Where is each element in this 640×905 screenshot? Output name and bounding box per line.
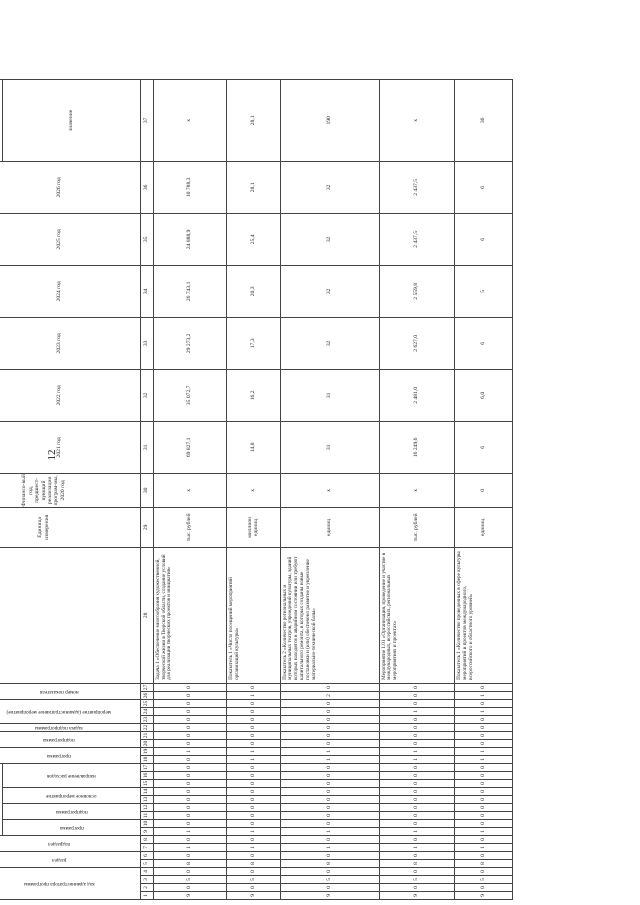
code-cell: 8 bbox=[379, 860, 454, 868]
header-name bbox=[0, 547, 140, 683]
code-cell: 1 bbox=[153, 844, 226, 852]
code-cell: 0 bbox=[153, 804, 226, 812]
code-cell: 0 bbox=[454, 763, 512, 771]
code-cell: 5 bbox=[226, 876, 280, 884]
code-cell: 1 bbox=[454, 691, 512, 699]
code-cell: 0 bbox=[379, 731, 454, 739]
code-cell: 0 bbox=[153, 723, 226, 731]
code-cell: 5 bbox=[454, 876, 512, 884]
code-cell: 0 bbox=[226, 715, 280, 723]
row-year-value: 6 bbox=[454, 317, 512, 369]
header-task-cell bbox=[0, 723, 140, 731]
code-cell: 1 bbox=[454, 755, 512, 763]
header-admin-cell bbox=[0, 868, 140, 900]
code-cell: 8 bbox=[153, 860, 226, 868]
code-cell: 0 bbox=[280, 868, 379, 876]
header-subsection-cell bbox=[0, 836, 140, 852]
code-cell: 0 bbox=[379, 804, 454, 812]
code-cell: 0 bbox=[454, 699, 512, 707]
column-number: 22 bbox=[140, 723, 153, 731]
code-cell: 9 bbox=[226, 892, 280, 900]
code-cell: 0 bbox=[379, 868, 454, 876]
code-cell: 0 bbox=[226, 788, 280, 796]
code-cell: 0 bbox=[153, 691, 226, 699]
code-cell: 0 bbox=[280, 763, 379, 771]
code-cell: 2 bbox=[280, 691, 379, 699]
code-cell: 0 bbox=[454, 836, 512, 844]
code-cell: 1 bbox=[280, 828, 379, 836]
code-cell: 1 bbox=[379, 844, 454, 852]
code-cell: 0 bbox=[153, 796, 226, 804]
code-cell: 0 bbox=[153, 772, 226, 780]
code-cell: 0 bbox=[153, 812, 226, 820]
code-cell: 0 bbox=[226, 868, 280, 876]
row-name: Показатель 1 «Количество проведенных в сфере культуры мероприятий и проектов международного, всероссийского и областного уровней» bbox=[454, 547, 512, 683]
header-event-cell bbox=[3, 788, 140, 804]
table-row bbox=[226, 79, 280, 899]
code-cell: 0 bbox=[153, 707, 226, 715]
column-number: 35 bbox=[140, 213, 153, 265]
code-cell: 0 bbox=[379, 852, 454, 860]
header-prog2: программа bbox=[46, 753, 71, 760]
code-cell: 0 bbox=[454, 715, 512, 723]
code-cell: 0 bbox=[454, 884, 512, 892]
column-number: 31 bbox=[140, 421, 153, 473]
code-cell: 1 bbox=[153, 747, 226, 755]
column-number: 28 bbox=[140, 547, 153, 683]
header-target-sub: значение bbox=[3, 79, 140, 161]
header-unit: Единица измерения bbox=[0, 507, 140, 547]
row-year-value: 20,3 bbox=[226, 265, 280, 317]
row-year-value: 2 627,0 bbox=[379, 317, 454, 369]
column-number: 1 bbox=[140, 892, 153, 900]
column-number: 34 bbox=[140, 265, 153, 317]
row-year-value: 5 bbox=[454, 265, 512, 317]
code-cell: 1 bbox=[280, 747, 379, 755]
code-cell: 0 bbox=[379, 796, 454, 804]
code-cell: 0 bbox=[454, 683, 512, 691]
code-cell: 1 bbox=[454, 747, 512, 755]
code-cell: 0 bbox=[153, 763, 226, 771]
code-cell: 1 bbox=[226, 691, 280, 699]
header-direction-cell bbox=[3, 763, 140, 787]
code-cell: 1 bbox=[226, 828, 280, 836]
header-task: задача подпрограммы bbox=[34, 725, 83, 732]
column-number: 11 bbox=[140, 812, 153, 820]
code-cell: 0 bbox=[226, 763, 280, 771]
column-number: 8 bbox=[140, 836, 153, 844]
code-cell: 0 bbox=[226, 683, 280, 691]
table-row bbox=[454, 79, 512, 899]
code-cell: 0 bbox=[226, 699, 280, 707]
code-cell: 0 bbox=[379, 772, 454, 780]
code-cell: 0 bbox=[226, 796, 280, 804]
row-year-value: 31 bbox=[280, 421, 379, 473]
code-cell: 0 bbox=[153, 755, 226, 763]
column-number: 21 bbox=[140, 731, 153, 739]
code-cell: 0 bbox=[454, 788, 512, 796]
code-cell: 0 bbox=[379, 780, 454, 788]
code-cell: 0 bbox=[280, 723, 379, 731]
header-event: основное мероприятие bbox=[46, 793, 97, 800]
code-cell: 0 bbox=[379, 699, 454, 707]
code-cell: 8 bbox=[280, 860, 379, 868]
code-cell: 0 bbox=[280, 772, 379, 780]
header-program: программа bbox=[59, 825, 84, 832]
code-cell: 1 bbox=[280, 844, 379, 852]
code-cell: 0 bbox=[226, 852, 280, 860]
row-year-value: 31 bbox=[280, 369, 379, 421]
code-cell: 0 bbox=[454, 820, 512, 828]
code-cell: 0 bbox=[454, 780, 512, 788]
code-cell: 0 bbox=[153, 788, 226, 796]
code-cell: 0 bbox=[454, 868, 512, 876]
code-cell: 1 bbox=[379, 755, 454, 763]
row-target: 28,1 bbox=[226, 79, 280, 161]
column-number: 26 bbox=[140, 691, 153, 699]
row-year-value: 14,8 bbox=[226, 421, 280, 473]
row-year-value: 16 249,6 bbox=[379, 421, 454, 473]
code-cell: 0 bbox=[280, 707, 379, 715]
row-year-value: 25,4 bbox=[226, 213, 280, 265]
code-cell: 0 bbox=[153, 780, 226, 788]
code-cell: 1 bbox=[454, 707, 512, 715]
column-number: 3 bbox=[140, 876, 153, 884]
column-number: 14 bbox=[140, 788, 153, 796]
header-year-1: 2021 год bbox=[0, 421, 140, 473]
row-year-value: 6 bbox=[454, 421, 512, 473]
row-unit: единиц bbox=[454, 507, 512, 547]
code-cell: 0 bbox=[226, 739, 280, 747]
row-year-value: 32 bbox=[280, 161, 379, 213]
header-subprog2: подпрограмма bbox=[43, 737, 75, 744]
code-cell: 8 bbox=[454, 860, 512, 868]
code-cell: 5 bbox=[280, 876, 379, 884]
header-admin: код администратора программы bbox=[23, 881, 95, 888]
code-cell: 0 bbox=[454, 804, 512, 812]
code-cell: 0 bbox=[226, 707, 280, 715]
code-cell: 0 bbox=[454, 852, 512, 860]
code-cell: 0 bbox=[379, 763, 454, 771]
code-cell: 0 bbox=[153, 836, 226, 844]
row-unit: тыс. рублей bbox=[153, 507, 226, 547]
code-cell: 1 bbox=[226, 844, 280, 852]
code-cell: 0 bbox=[153, 699, 226, 707]
column-number: 27 bbox=[140, 683, 153, 691]
row-year-value: 2 481,0 bbox=[379, 369, 454, 421]
code-cell: 0 bbox=[280, 812, 379, 820]
row-name: Показатель 1 «Число посещений мероприятий организаций культуры» bbox=[226, 547, 280, 683]
row-fin-year: x bbox=[280, 473, 379, 507]
header-year-2: 2022 год bbox=[0, 369, 140, 421]
row-fin-year: x bbox=[379, 473, 454, 507]
column-number: 16 bbox=[140, 772, 153, 780]
code-cell: 0 bbox=[153, 731, 226, 739]
column-number: 9 bbox=[140, 828, 153, 836]
column-number: 25 bbox=[140, 699, 153, 707]
row-year-value: 69 827,1 bbox=[153, 421, 226, 473]
page-number: 12 bbox=[46, 449, 58, 461]
row-year-value: 17,3 bbox=[226, 317, 280, 369]
code-cell: 9 bbox=[379, 892, 454, 900]
code-cell: 9 bbox=[280, 892, 379, 900]
header-program-cell bbox=[3, 820, 140, 836]
code-cell: 0 bbox=[280, 796, 379, 804]
code-cell: 0 bbox=[379, 739, 454, 747]
code-cell: 1 bbox=[226, 755, 280, 763]
header-fin-year: Финансо-вый год, предшест-вующий реализации програм-мы, 2020 год bbox=[0, 473, 140, 507]
header-admin-event: мероприятие (административное мероприятие) bbox=[6, 709, 112, 716]
row-year-value: 32 bbox=[280, 265, 379, 317]
code-cell: 5 bbox=[153, 876, 226, 884]
code-cell: 0 bbox=[280, 715, 379, 723]
column-number: 24 bbox=[140, 707, 153, 715]
code-cell: 0 bbox=[280, 780, 379, 788]
code-cell: 0 bbox=[379, 723, 454, 731]
column-number: 36 bbox=[140, 161, 153, 213]
code-cell: 0 bbox=[379, 820, 454, 828]
column-number: 17 bbox=[140, 763, 153, 771]
header-admin-event-cell bbox=[0, 699, 140, 723]
header-year-4: 2024 год bbox=[0, 265, 140, 317]
code-cell: 0 bbox=[280, 884, 379, 892]
row-unit: миллион единиц bbox=[226, 507, 280, 547]
column-number: 12 bbox=[140, 804, 153, 812]
code-cell: 0 bbox=[280, 852, 379, 860]
header-direction: направление расходов bbox=[47, 773, 96, 780]
code-cell: 0 bbox=[379, 683, 454, 691]
code-cell: 0 bbox=[153, 683, 226, 691]
row-year-value: 6 bbox=[454, 213, 512, 265]
code-cell: 0 bbox=[280, 699, 379, 707]
code-cell: 0 bbox=[280, 836, 379, 844]
column-number: 6 bbox=[140, 852, 153, 860]
row-year-value: 2 559,8 bbox=[379, 265, 454, 317]
header-year-3: 2023 год bbox=[0, 317, 140, 369]
column-number: 15 bbox=[140, 780, 153, 788]
code-cell: 0 bbox=[226, 731, 280, 739]
header-year-5: 2025 год bbox=[0, 213, 140, 265]
column-number: 30 bbox=[140, 473, 153, 507]
column-number: 2 bbox=[140, 884, 153, 892]
code-cell: 1 bbox=[379, 828, 454, 836]
code-cell: 0 bbox=[379, 715, 454, 723]
code-cell: 0 bbox=[153, 868, 226, 876]
row-year-value: 2 437,5 bbox=[379, 213, 454, 265]
code-cell: 0 bbox=[379, 788, 454, 796]
code-cell: 5 bbox=[379, 876, 454, 884]
code-cell: 0 bbox=[280, 788, 379, 796]
code-cell: 0 bbox=[454, 812, 512, 820]
column-number: 4 bbox=[140, 868, 153, 876]
code-cell: 0 bbox=[454, 796, 512, 804]
code-cell: 9 bbox=[153, 892, 226, 900]
row-year-value: 29 273,2 bbox=[153, 317, 226, 369]
code-cell: 0 bbox=[226, 812, 280, 820]
code-cell: 1 bbox=[454, 844, 512, 852]
row-year-value: 10 788,3 bbox=[153, 161, 226, 213]
header-subsection: подраздел bbox=[47, 841, 70, 848]
header-indicator: номер показателя bbox=[39, 689, 79, 696]
row-year-value: 2 437,5 bbox=[379, 161, 454, 213]
row-year-value: 24 888,9 bbox=[153, 213, 226, 265]
code-cell: 0 bbox=[226, 804, 280, 812]
row-target: 190 bbox=[280, 79, 379, 161]
code-cell: 1 bbox=[454, 828, 512, 836]
row-name: Мероприятие 1.01 «Организация, проведение и участие в международных, всероссийских, региональных мероприятиях и проектах» bbox=[379, 547, 454, 683]
code-cell: 9 bbox=[454, 892, 512, 900]
code-cell: 0 bbox=[379, 691, 454, 699]
column-number: 19 bbox=[140, 747, 153, 755]
header-subprogram: подпрограмма bbox=[55, 809, 88, 816]
rotated-table-container bbox=[0, 80, 513, 900]
row-name: Показатель 2 «Количество региональных и муниципальных театров, учреждений культуры, зданий которых находятся в аварийном состоянии или требуют капитального ремонта, в которых созданы новые постановки и (или) обеспечено развитие и укрепление материально-технической базы» bbox=[280, 547, 379, 683]
column-number: 29 bbox=[140, 507, 153, 547]
row-year-value: 6,0 bbox=[454, 369, 512, 421]
column-number: 13 bbox=[140, 796, 153, 804]
row-fin-year: 0 bbox=[454, 473, 512, 507]
row-target: x bbox=[379, 79, 454, 161]
row-year-value: 28,1 bbox=[226, 161, 280, 213]
row-year-value: 32 bbox=[280, 213, 379, 265]
code-cell: 0 bbox=[454, 723, 512, 731]
row-target: 36 bbox=[454, 79, 512, 161]
code-cell: 0 bbox=[280, 820, 379, 828]
column-number: 37 bbox=[140, 79, 153, 161]
column-number: 23 bbox=[140, 715, 153, 723]
code-cell: 0 bbox=[153, 884, 226, 892]
row-year-value: 26 743,1 bbox=[153, 265, 226, 317]
code-cell: 0 bbox=[226, 820, 280, 828]
code-cell: 0 bbox=[454, 731, 512, 739]
code-cell: 0 bbox=[226, 772, 280, 780]
code-cell: 8 bbox=[226, 860, 280, 868]
header-indicator-cell bbox=[0, 683, 140, 699]
code-cell: 0 bbox=[280, 731, 379, 739]
code-cell: 0 bbox=[280, 683, 379, 691]
code-cell: 0 bbox=[226, 884, 280, 892]
column-number: 7 bbox=[140, 844, 153, 852]
header-subprog2-cell bbox=[0, 731, 140, 747]
row-year-value: 35 072,7 bbox=[153, 369, 226, 421]
header-year-6: 2026 год bbox=[0, 161, 140, 213]
code-cell: 0 bbox=[153, 739, 226, 747]
code-cell: 0 bbox=[153, 852, 226, 860]
code-cell: 1 bbox=[379, 707, 454, 715]
row-fin-year: x bbox=[226, 473, 280, 507]
code-cell: 0 bbox=[280, 739, 379, 747]
code-cell: 1 bbox=[153, 828, 226, 836]
code-cell: 1 bbox=[379, 747, 454, 755]
code-cell: 0 bbox=[280, 804, 379, 812]
code-cell: 0 bbox=[454, 772, 512, 780]
table-row bbox=[379, 79, 454, 899]
code-cell: 1 bbox=[226, 747, 280, 755]
code-cell: 1 bbox=[280, 755, 379, 763]
header-section: раздел bbox=[51, 857, 67, 864]
row-year-value: 32 bbox=[280, 317, 379, 369]
row-fin-year: x bbox=[153, 473, 226, 507]
row-unit: единиц bbox=[280, 507, 379, 547]
row-year-value: 16,2 bbox=[226, 369, 280, 421]
code-cell: 0 bbox=[379, 884, 454, 892]
program-table bbox=[0, 79, 513, 900]
column-number: 10 bbox=[140, 820, 153, 828]
header-prog2-cell bbox=[0, 747, 140, 763]
row-name: Задача 1 «Обеспечение многообразия художественной, творческой жизни в Тверской области, создание условий для реализации творческих проектов и инициатив» bbox=[153, 547, 226, 683]
code-cell: 0 bbox=[226, 836, 280, 844]
column-number: 33 bbox=[140, 317, 153, 369]
row-unit: тыс. рублей bbox=[379, 507, 454, 547]
column-number: 18 bbox=[140, 755, 153, 763]
code-cell: 0 bbox=[226, 780, 280, 788]
column-number: 32 bbox=[140, 369, 153, 421]
table-row bbox=[280, 79, 379, 899]
code-cell: 0 bbox=[379, 836, 454, 844]
header-section-cell bbox=[0, 852, 140, 868]
column-number: 20 bbox=[140, 739, 153, 747]
row-year-value: 6 bbox=[454, 161, 512, 213]
code-cell: 0 bbox=[379, 812, 454, 820]
row-target: x bbox=[153, 79, 226, 161]
header-subprogram-cell bbox=[3, 804, 140, 820]
column-number: 5 bbox=[140, 860, 153, 868]
table-row bbox=[153, 79, 226, 899]
column-numbers-row bbox=[140, 79, 153, 899]
code-cell: 0 bbox=[226, 723, 280, 731]
code-cell: 0 bbox=[153, 715, 226, 723]
code-cell: 0 bbox=[153, 820, 226, 828]
code-cell: 0 bbox=[454, 739, 512, 747]
